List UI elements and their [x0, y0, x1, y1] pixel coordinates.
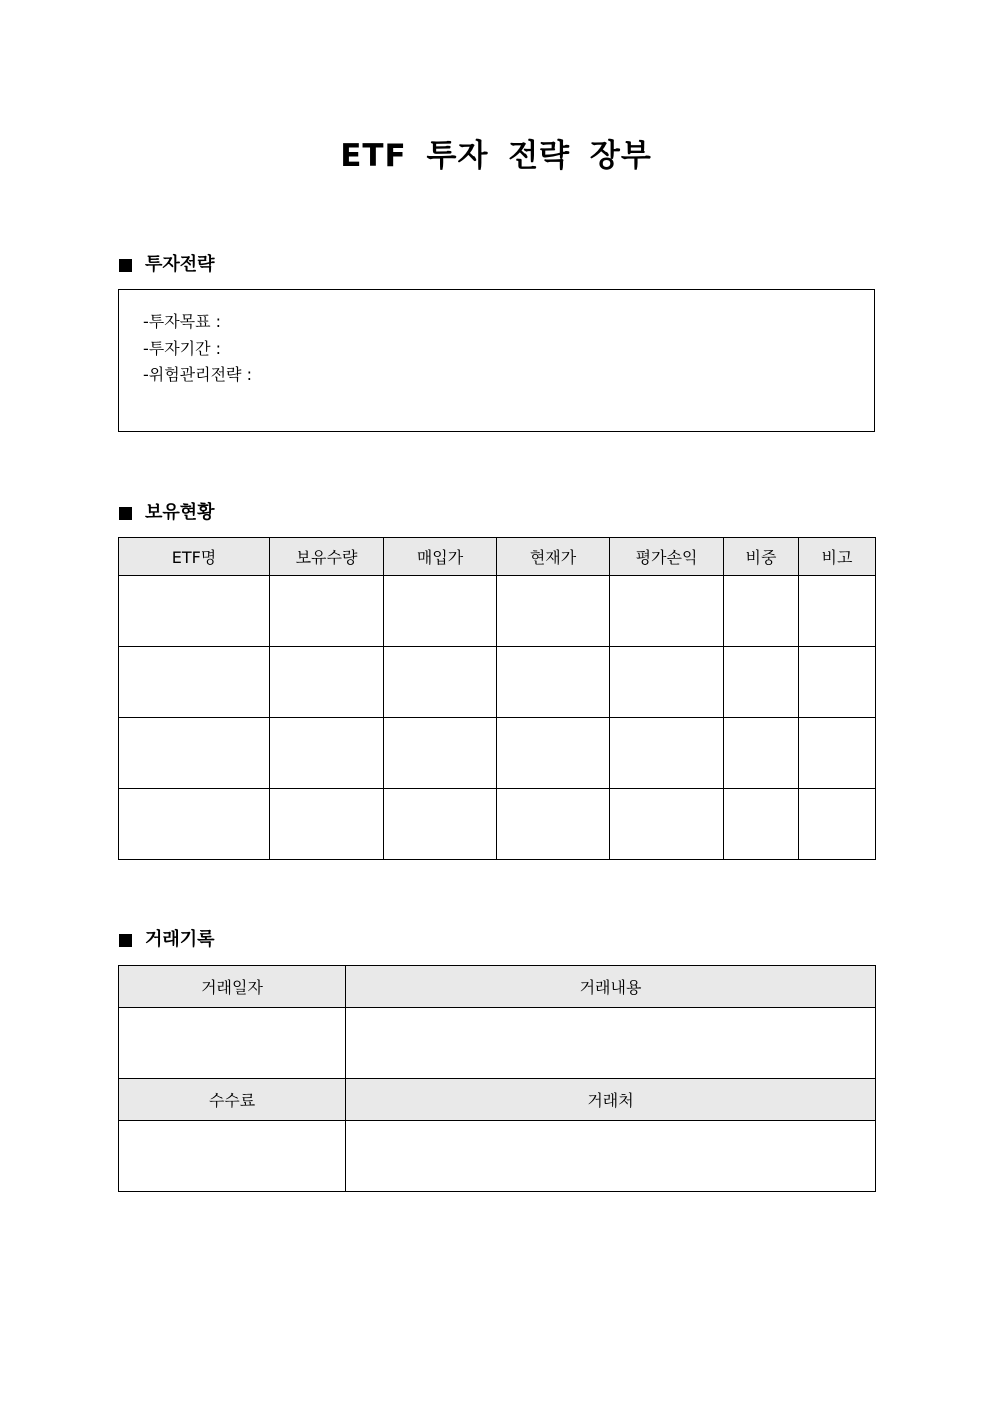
- holdings-cell[interactable]: [724, 718, 799, 789]
- table-row: [119, 647, 876, 718]
- trades-fee-cell[interactable]: [119, 1121, 346, 1192]
- trades-details-cell[interactable]: [346, 1008, 876, 1079]
- holdings-cell[interactable]: [724, 647, 799, 718]
- trades-counterparty-cell[interactable]: [346, 1121, 876, 1192]
- table-row: [119, 1121, 876, 1192]
- holdings-col-current-price: 현재가: [497, 538, 610, 576]
- holdings-cell[interactable]: [799, 647, 876, 718]
- holdings-header-row: [119, 538, 876, 576]
- trades-table: [118, 965, 876, 1192]
- holdings-cell[interactable]: [384, 718, 497, 789]
- strategy-risk-line[interactable]: -위험관리전략 :: [143, 365, 252, 384]
- holdings-cell[interactable]: [497, 789, 610, 860]
- table-row: [119, 718, 876, 789]
- table-row: [119, 1008, 876, 1079]
- holdings-cell[interactable]: [724, 576, 799, 647]
- section-heading-holdings: [119, 501, 215, 525]
- strategy-box: [118, 289, 875, 432]
- trades-header-row: [119, 966, 876, 1008]
- square-bullet-icon: [119, 934, 132, 947]
- square-bullet-icon: [119, 259, 132, 272]
- holdings-cell[interactable]: [119, 718, 270, 789]
- holdings-cell[interactable]: [610, 789, 724, 860]
- holdings-cell[interactable]: [724, 789, 799, 860]
- trades-header-row: [119, 1079, 876, 1121]
- trades-col-fee: 수수료: [119, 1079, 346, 1121]
- section-heading-trades: [119, 928, 215, 952]
- square-bullet-icon: [119, 507, 132, 520]
- holdings-col-purchase-price: 매입가: [384, 538, 497, 576]
- holdings-cell[interactable]: [497, 718, 610, 789]
- document-title: ETF 투자 전략 장부: [340, 138, 652, 174]
- holdings-cell[interactable]: [384, 647, 497, 718]
- holdings-cell[interactable]: [384, 789, 497, 860]
- trades-col-counterparty: 거래처: [346, 1079, 876, 1121]
- holdings-cell[interactable]: [119, 647, 270, 718]
- holdings-col-profit-loss: 평가손익: [610, 538, 724, 576]
- trades-col-details: 거래내용: [346, 966, 876, 1008]
- holdings-cell[interactable]: [119, 789, 270, 860]
- holdings-cell[interactable]: [610, 718, 724, 789]
- holdings-cell[interactable]: [270, 576, 384, 647]
- trades-col-date: 거래일자: [119, 966, 346, 1008]
- holdings-cell[interactable]: [799, 718, 876, 789]
- section-heading-trades-label: 거래기록: [145, 929, 215, 950]
- holdings-cell[interactable]: [497, 576, 610, 647]
- table-row: [119, 789, 876, 860]
- holdings-col-weight: 비중: [724, 538, 799, 576]
- holdings-cell[interactable]: [799, 576, 876, 647]
- strategy-period-line[interactable]: -투자기간 :: [143, 338, 222, 358]
- holdings-cell[interactable]: [384, 576, 497, 647]
- holdings-table: [118, 537, 876, 860]
- holdings-col-note: 비고: [799, 538, 876, 576]
- holdings-cell[interactable]: [610, 576, 724, 647]
- holdings-cell[interactable]: [270, 647, 384, 718]
- table-row: [119, 576, 876, 647]
- holdings-col-quantity: 보유수량: [270, 538, 384, 576]
- section-heading-holdings-label: 보유현황: [145, 502, 215, 523]
- holdings-cell[interactable]: [799, 789, 876, 860]
- trades-date-cell[interactable]: [119, 1008, 346, 1079]
- strategy-goal-line[interactable]: -투자목표 :: [143, 312, 222, 331]
- holdings-cell[interactable]: [610, 647, 724, 718]
- section-heading-strategy: [119, 253, 215, 277]
- holdings-cell[interactable]: [270, 718, 384, 789]
- holdings-cell[interactable]: [270, 789, 384, 860]
- holdings-cell[interactable]: [119, 576, 270, 647]
- strategy-lines: [143, 309, 252, 389]
- section-heading-strategy-label: 투자전략: [145, 254, 215, 275]
- holdings-col-etf-name: ETF명: [119, 538, 270, 576]
- holdings-cell[interactable]: [497, 647, 610, 718]
